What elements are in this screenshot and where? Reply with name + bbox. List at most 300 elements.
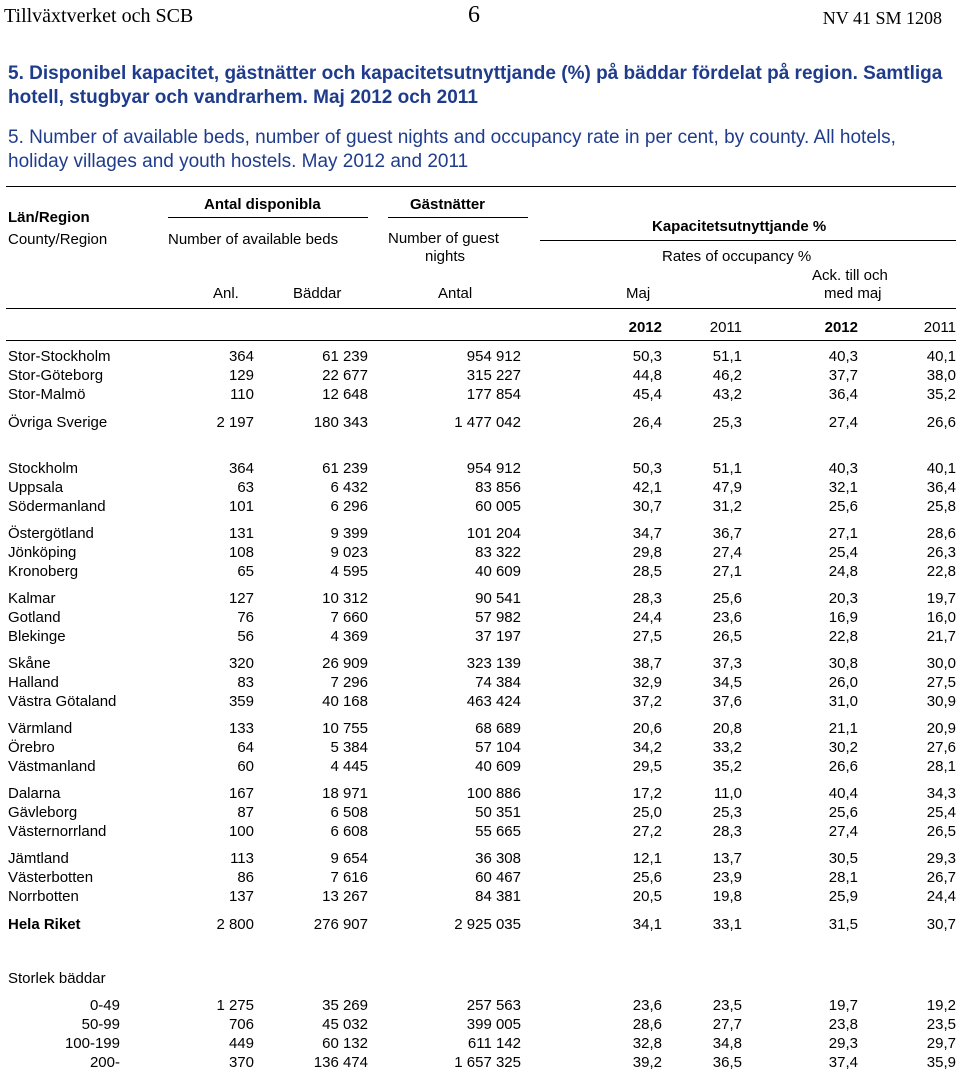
establishments-cell: 133 <box>228 720 254 737</box>
year-cum-2012: 2012 <box>824 319 858 336</box>
guest-nights-cell: 83 856 <box>475 479 521 496</box>
beds-cell: 40 168 <box>322 693 368 710</box>
occ-cum-2012-cell: 30,5 <box>828 850 858 867</box>
occ-cum-2011-cell: 40,1 <box>926 460 956 477</box>
occ-cum-2011-cell: 19,2 <box>926 997 956 1014</box>
occ-may-2011-cell: 25,6 <box>712 590 742 607</box>
occ-cum-2012-cell: 37,7 <box>828 367 858 384</box>
capacity-header-rule <box>168 217 368 218</box>
occ-may-2012-cell: 26,4 <box>632 414 662 431</box>
table-row <box>0 823 960 842</box>
occ-may-2012-cell: 25,0 <box>632 804 662 821</box>
occ-may-2011-cell: 43,2 <box>712 386 742 403</box>
establishments-cell: 1 275 <box>216 997 254 1014</box>
table-row <box>0 655 960 674</box>
occ-may-2012-cell: 30,7 <box>632 498 662 515</box>
region-cell: Blekinge <box>8 628 66 645</box>
table-row <box>0 1035 960 1054</box>
occ-cum-2011-cell: 25,4 <box>926 804 956 821</box>
table-row <box>0 888 960 907</box>
occ-cum-2011-cell: 24,4 <box>926 888 956 905</box>
occ-cum-2011-cell: 26,6 <box>926 414 956 431</box>
region-header-en: County/Region <box>8 231 108 248</box>
occ-cum-2012-cell: 36,4 <box>828 386 858 403</box>
occ-cum-2012-cell: 25,9 <box>828 888 858 905</box>
occ-cum-2012-cell: 19,7 <box>828 997 858 1014</box>
beds-cell: 10 312 <box>322 590 368 607</box>
region-cell: Hela Riket <box>8 916 81 933</box>
occ-may-2012-cell: 34,1 <box>632 916 662 933</box>
guest-nights-cell: 36 308 <box>475 850 521 867</box>
occ-may-2012-cell: 50,3 <box>632 460 662 477</box>
beds-cell: 4 369 <box>330 628 368 645</box>
occ-may-2011-cell: 37,3 <box>712 655 742 672</box>
establishments-cell: 129 <box>228 367 254 384</box>
beds-cell: 10 755 <box>322 720 368 737</box>
table-row <box>0 674 960 693</box>
occ-may-2011-cell: 23,6 <box>712 609 742 626</box>
occ-may-2012-cell: 24,4 <box>632 609 662 626</box>
region-cell: 50-99 <box>81 1016 120 1033</box>
occ-may-2012-cell: 25,6 <box>632 869 662 886</box>
occ-may-2012-cell: 45,4 <box>632 386 662 403</box>
region-cell: Västmanland <box>8 758 96 775</box>
header-rule <box>6 308 956 309</box>
occ-cum-2012-cell: 30,8 <box>828 655 858 672</box>
region-cell: Stor-Göteborg <box>8 367 104 384</box>
guest-nights-cell: 1 477 042 <box>454 414 521 431</box>
guest-nights-cell: 177 854 <box>466 386 521 403</box>
occ-may-2011-cell: 34,8 <box>712 1035 742 1052</box>
table-row <box>0 869 960 888</box>
guest-nights-cell: 60 467 <box>475 869 521 886</box>
guest-nights-cell: 90 541 <box>475 590 521 607</box>
occ-may-2012-cell: 27,2 <box>632 823 662 840</box>
occ-may-2011-cell: 35,2 <box>712 758 742 775</box>
count-header: Antal <box>438 285 473 302</box>
occ-cum-2012-cell: 31,5 <box>828 916 858 933</box>
occ-cum-2012-cell: 31,0 <box>828 693 858 710</box>
table-row <box>0 628 960 647</box>
occ-may-2012-cell: 39,2 <box>632 1054 662 1071</box>
occ-may-2012-cell: 29,8 <box>632 544 662 561</box>
guest-nights-cell: 50 351 <box>475 804 521 821</box>
establishments-header: Anl. <box>213 285 239 302</box>
beds-cell: 4 595 <box>330 563 368 580</box>
beds-cell: 6 432 <box>330 479 368 496</box>
occ-may-2012-cell: 32,8 <box>632 1035 662 1052</box>
occ-cum-2012-cell: 27,1 <box>828 525 858 542</box>
establishments-cell: 2 197 <box>216 414 254 431</box>
occ-cum-2011-cell: 22,8 <box>926 563 956 580</box>
occ-may-2011-cell: 23,9 <box>712 869 742 886</box>
region-cell: Östergötland <box>8 525 94 542</box>
table-row <box>0 386 960 405</box>
table-row <box>0 850 960 869</box>
guest-nights-cell: 463 424 <box>466 693 521 710</box>
region-cell: Södermanland <box>8 498 106 515</box>
page-number: 6 <box>468 2 480 28</box>
establishments-cell: 86 <box>237 869 254 886</box>
establishments-cell: 2 800 <box>216 916 254 933</box>
region-cell: Norrbotten <box>8 888 79 905</box>
beds-cell: 7 296 <box>330 674 368 691</box>
region-cell: Kalmar <box>8 590 56 607</box>
occ-cum-2011-cell: 27,6 <box>926 739 956 756</box>
establishments-cell: 87 <box>237 804 254 821</box>
table-title-english: 5. Number of available beds, number of guest nights and occupancy rate in per cent, by county. All hotels, holiday villages and youth hostels. May 2012 and 2011 <box>8 127 896 172</box>
publisher: Tillväxtverket och SCB <box>4 5 194 27</box>
occ-cum-2012-cell: 29,3 <box>828 1035 858 1052</box>
occ-cum-2011-cell: 26,7 <box>926 869 956 886</box>
occ-cum-2011-cell: 28,1 <box>926 758 956 775</box>
occ-may-2012-cell: 44,8 <box>632 367 662 384</box>
occ-cum-2012-cell: 27,4 <box>828 823 858 840</box>
beds-cell: 9 654 <box>330 850 368 867</box>
occ-may-2011-cell: 46,2 <box>712 367 742 384</box>
may-header: Maj <box>626 285 651 302</box>
establishments-cell: 76 <box>237 609 254 626</box>
region-cell: Gävleborg <box>8 804 78 821</box>
occ-may-2012-cell: 27,5 <box>632 628 662 645</box>
table-row <box>0 785 960 804</box>
occ-may-2011-cell: 47,9 <box>712 479 742 496</box>
table-row <box>0 609 960 628</box>
occ-cum-2011-cell: 29,7 <box>926 1035 956 1052</box>
establishments-cell: 110 <box>230 386 254 403</box>
establishments-cell: 108 <box>228 544 254 561</box>
occupancy-header-sv: Kapacitetsutnyttjande % <box>652 218 827 235</box>
beds-cell: 18 971 <box>322 785 368 802</box>
beds-cell: 6 608 <box>330 823 368 840</box>
occ-may-2011-cell: 11,0 <box>713 785 742 802</box>
occ-may-2011-cell: 27,7 <box>712 1016 742 1033</box>
beds-cell: 35 269 <box>322 997 368 1014</box>
guest-nights-cell: 55 665 <box>475 823 521 840</box>
occ-cum-2011-cell: 30,0 <box>926 655 956 672</box>
occ-may-2012-cell: 23,6 <box>632 997 662 1014</box>
nights-header-rule <box>388 217 528 218</box>
occ-may-2012-cell: 28,6 <box>632 1016 662 1033</box>
occ-may-2012-cell: 37,2 <box>632 693 662 710</box>
region-cell: 200- <box>89 1054 120 1071</box>
occ-may-2011-cell: 28,3 <box>712 823 742 840</box>
occ-cum-2012-cell: 21,1 <box>828 720 858 737</box>
establishments-cell: 64 <box>237 739 254 756</box>
cumulative-header-1: Ack. till och <box>812 267 888 284</box>
establishments-cell: 113 <box>230 850 254 867</box>
region-cell: Storlek bäddar <box>8 970 106 987</box>
establishments-cell: 706 <box>228 1016 254 1033</box>
occ-may-2011-cell: 19,8 <box>712 888 742 905</box>
year-cum-2011: 2011 <box>923 319 956 336</box>
region-cell: Jämtland <box>8 850 69 867</box>
occ-may-2012-cell: 38,7 <box>632 655 662 672</box>
occ-may-2011-cell: 34,5 <box>712 674 742 691</box>
guest-nights-cell: 84 381 <box>475 888 521 905</box>
occ-cum-2011-cell: 40,1 <box>926 348 956 365</box>
occ-cum-2012-cell: 24,8 <box>828 563 858 580</box>
beds-cell: 276 907 <box>313 916 368 933</box>
establishments-cell: 167 <box>228 785 254 802</box>
occ-may-2012-cell: 28,5 <box>632 563 662 580</box>
occ-cum-2011-cell: 25,8 <box>926 498 956 515</box>
guest-nights-cell: 954 912 <box>466 348 521 365</box>
establishments-cell: 364 <box>228 348 254 365</box>
region-cell: Gotland <box>8 609 61 626</box>
occ-cum-2012-cell: 27,4 <box>828 414 858 431</box>
table-row <box>0 739 960 758</box>
occ-cum-2011-cell: 23,5 <box>926 1016 956 1033</box>
occ-may-2011-cell: 33,2 <box>712 739 742 756</box>
table-row <box>0 720 960 739</box>
occ-may-2011-cell: 51,1 <box>712 460 742 477</box>
table-row <box>0 525 960 544</box>
occ-cum-2011-cell: 28,6 <box>926 525 956 542</box>
capacity-header-sv: Antal disponibla <box>204 196 321 213</box>
table-row <box>0 590 960 609</box>
occ-may-2012-cell: 12,1 <box>632 850 662 867</box>
guest-nights-cell: 68 689 <box>475 720 521 737</box>
occ-may-2011-cell: 31,2 <box>712 498 742 515</box>
guest-nights-cell: 315 227 <box>466 367 521 384</box>
occupancy-header-rule <box>540 240 956 241</box>
beds-cell: 12 648 <box>322 386 368 403</box>
occ-may-2012-cell: 17,2 <box>632 785 662 802</box>
guest-nights-cell: 101 204 <box>466 525 521 542</box>
occ-cum-2012-cell: 40,4 <box>828 785 858 802</box>
establishments-cell: 359 <box>228 693 254 710</box>
region-cell: Västernorrland <box>8 823 107 840</box>
table-row <box>0 460 960 479</box>
region-cell: Stor-Malmö <box>8 386 86 403</box>
table-top-rule <box>6 186 956 187</box>
occ-cum-2012-cell: 40,3 <box>828 348 858 365</box>
table-row <box>0 916 960 935</box>
region-cell: Jönköping <box>8 544 77 561</box>
guest-nights-cell: 611 142 <box>467 1035 521 1052</box>
occ-may-2011-cell: 36,7 <box>712 525 742 542</box>
establishments-cell: 370 <box>228 1054 254 1071</box>
region-cell: Övriga Sverige <box>8 414 108 431</box>
establishments-cell: 449 <box>228 1035 254 1052</box>
occ-cum-2012-cell: 40,3 <box>828 460 858 477</box>
occ-cum-2011-cell: 19,7 <box>926 590 956 607</box>
region-cell: Västerbotten <box>8 869 94 886</box>
guest-nights-cell: 60 005 <box>475 498 521 515</box>
occ-may-2011-cell: 36,5 <box>712 1054 742 1071</box>
occ-may-2012-cell: 20,5 <box>632 888 662 905</box>
beds-cell: 9 023 <box>330 544 368 561</box>
occ-cum-2012-cell: 26,0 <box>828 674 858 691</box>
beds-cell: 45 032 <box>322 1016 368 1033</box>
beds-cell: 60 132 <box>322 1035 368 1052</box>
occ-cum-2011-cell: 29,3 <box>926 850 956 867</box>
guest-nights-cell: 57 982 <box>475 609 521 626</box>
beds-cell: 7 660 <box>330 609 368 626</box>
occ-may-2011-cell: 25,3 <box>712 804 742 821</box>
occ-cum-2011-cell: 34,3 <box>926 785 956 802</box>
region-cell: 100-199 <box>64 1035 120 1052</box>
guest-nights-cell: 40 609 <box>475 758 521 775</box>
beds-header: Bäddar <box>293 285 342 302</box>
occ-may-2011-cell: 27,1 <box>712 563 742 580</box>
cumulative-header-2: med maj <box>824 285 882 302</box>
occ-cum-2011-cell: 35,9 <box>926 1054 956 1071</box>
occ-cum-2012-cell: 25,6 <box>828 498 858 515</box>
guest-nights-cell: 1 657 325 <box>454 1054 521 1071</box>
capacity-header-en: Number of available beds <box>168 231 339 248</box>
region-cell: Skåne <box>8 655 51 672</box>
occ-may-2011-cell: 23,5 <box>712 997 742 1014</box>
beds-cell: 61 239 <box>322 460 368 477</box>
establishments-cell: 320 <box>228 655 254 672</box>
establishments-cell: 83 <box>237 674 254 691</box>
table-row <box>0 997 960 1016</box>
guest-nights-cell: 37 197 <box>475 628 521 645</box>
guest-nights-cell: 954 912 <box>466 460 521 477</box>
occ-may-2012-cell: 29,5 <box>632 758 662 775</box>
nights-header-en-2: nights <box>425 248 466 265</box>
occ-may-2011-cell: 27,4 <box>712 544 742 561</box>
occ-may-2011-cell: 51,1 <box>712 348 742 365</box>
occ-may-2011-cell: 13,7 <box>712 850 742 867</box>
beds-cell: 13 267 <box>322 888 368 905</box>
guest-nights-cell: 100 886 <box>466 785 521 802</box>
occ-cum-2012-cell: 16,9 <box>828 609 858 626</box>
guest-nights-cell: 83 322 <box>475 544 521 561</box>
occ-may-2012-cell: 28,3 <box>632 590 662 607</box>
establishments-cell: 65 <box>237 563 254 580</box>
table-row <box>0 804 960 823</box>
year-rule <box>6 340 956 341</box>
nights-header-en-1: Number of guest <box>388 230 499 247</box>
occ-cum-2012-cell: 20,3 <box>828 590 858 607</box>
occ-cum-2012-cell: 25,6 <box>828 804 858 821</box>
occ-may-2012-cell: 34,7 <box>632 525 662 542</box>
occ-cum-2012-cell: 25,4 <box>828 544 858 561</box>
occ-cum-2012-cell: 26,6 <box>828 758 858 775</box>
occ-cum-2012-cell: 32,1 <box>828 479 858 496</box>
beds-cell: 4 445 <box>330 758 368 775</box>
establishments-cell: 63 <box>237 479 254 496</box>
beds-cell: 6 296 <box>330 498 368 515</box>
occ-cum-2011-cell: 36,4 <box>926 479 956 496</box>
beds-cell: 5 384 <box>330 739 368 756</box>
occ-may-2011-cell: 37,6 <box>712 693 742 710</box>
guest-nights-cell: 323 139 <box>466 655 521 672</box>
region-cell: Dalarna <box>8 785 61 802</box>
region-cell: Stockholm <box>8 460 79 477</box>
occ-cum-2011-cell: 16,0 <box>926 609 956 626</box>
establishments-cell: 101 <box>228 498 254 515</box>
occ-cum-2011-cell: 26,5 <box>926 823 956 840</box>
occ-may-2012-cell: 50,3 <box>632 348 662 365</box>
region-cell: Västra Götaland <box>8 693 117 710</box>
beds-cell: 7 616 <box>330 869 368 886</box>
table-title-swedish: 5. Disponibel kapacitet, gästnätter och kapacitetsutnyttjande (%) på bäddar fördelat på region. Samtliga hotell, stugbyar och vandrarhem. Maj 2012 och 2011 <box>8 63 943 108</box>
establishments-cell: 127 <box>228 590 254 607</box>
occ-cum-2011-cell: 35,2 <box>926 386 956 403</box>
region-cell: 0-49 <box>89 997 120 1014</box>
guest-nights-cell: 40 609 <box>475 563 521 580</box>
beds-cell: 26 909 <box>322 655 368 672</box>
guest-nights-cell: 74 384 <box>475 674 521 691</box>
table-row <box>0 498 960 517</box>
beds-cell: 22 677 <box>322 367 368 384</box>
occ-may-2011-cell: 33,1 <box>712 916 742 933</box>
year-row <box>0 319 960 338</box>
establishments-cell: 100 <box>228 823 254 840</box>
occ-cum-2012-cell: 37,4 <box>828 1054 858 1071</box>
table-row <box>0 1054 960 1073</box>
occ-cum-2011-cell: 27,5 <box>926 674 956 691</box>
region-header-sv: Län/Region <box>8 209 90 226</box>
occ-may-2012-cell: 32,9 <box>632 674 662 691</box>
occ-cum-2011-cell: 21,7 <box>926 628 956 645</box>
beds-cell: 180 343 <box>313 414 368 431</box>
table-row <box>0 1016 960 1035</box>
table-row <box>0 544 960 563</box>
region-cell: Värmland <box>8 720 73 737</box>
occ-cum-2012-cell: 28,1 <box>828 869 858 886</box>
occ-cum-2011-cell: 30,9 <box>926 693 956 710</box>
occ-may-2012-cell: 20,6 <box>632 720 662 737</box>
beds-cell: 136 474 <box>313 1054 368 1071</box>
guest-nights-cell: 2 925 035 <box>454 916 521 933</box>
occupancy-header-en: Rates of occupancy % <box>662 248 812 265</box>
occ-cum-2011-cell: 20,9 <box>926 720 956 737</box>
occ-cum-2012-cell: 23,8 <box>828 1016 858 1033</box>
guest-nights-cell: 399 005 <box>466 1016 521 1033</box>
beds-cell: 61 239 <box>322 348 368 365</box>
beds-cell: 6 508 <box>330 804 368 821</box>
table-row <box>0 367 960 386</box>
region-cell: Örebro <box>8 739 55 756</box>
region-cell: Halland <box>8 674 59 691</box>
establishments-cell: 56 <box>237 628 254 645</box>
establishments-cell: 364 <box>228 460 254 477</box>
table-row <box>0 414 960 433</box>
region-cell: Stor-Stockholm <box>8 348 111 365</box>
year-may-2011: 2011 <box>709 319 742 336</box>
establishments-cell: 60 <box>237 758 254 775</box>
occ-cum-2011-cell: 30,7 <box>926 916 956 933</box>
occ-may-2012-cell: 42,1 <box>632 479 662 496</box>
occ-may-2011-cell: 20,8 <box>712 720 742 737</box>
table-row <box>0 970 960 989</box>
region-cell: Uppsala <box>8 479 64 496</box>
table-row <box>0 563 960 582</box>
occ-may-2011-cell: 25,3 <box>712 414 742 431</box>
page-header <box>0 0 960 34</box>
region-cell: Kronoberg <box>8 563 79 580</box>
table-row <box>0 479 960 498</box>
year-may-2012: 2012 <box>628 319 662 336</box>
occ-cum-2011-cell: 26,3 <box>926 544 956 561</box>
occ-cum-2012-cell: 22,8 <box>828 628 858 645</box>
occ-cum-2011-cell: 38,0 <box>926 367 956 384</box>
table-row <box>0 348 960 367</box>
guest-nights-cell: 57 104 <box>475 739 521 756</box>
table-row <box>0 758 960 777</box>
guest-nights-cell: 257 563 <box>466 997 521 1014</box>
beds-cell: 9 399 <box>330 525 368 542</box>
occ-may-2012-cell: 34,2 <box>632 739 662 756</box>
occ-cum-2012-cell: 30,2 <box>828 739 858 756</box>
report-id: NV 41 SM 1208 <box>822 8 942 28</box>
establishments-cell: 137 <box>228 888 254 905</box>
